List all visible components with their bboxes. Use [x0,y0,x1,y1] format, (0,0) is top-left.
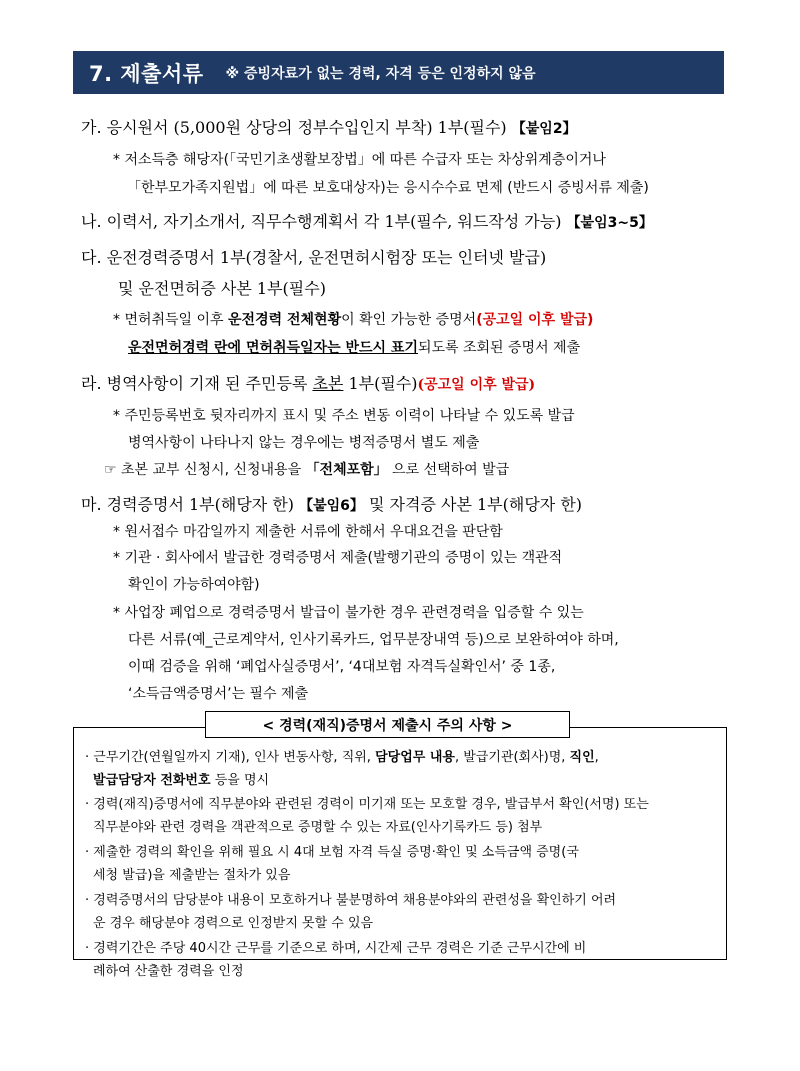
item-ga-tag: 【붙임2】 [511,121,577,137]
item-na-text: 나. 이력서, 자기소개서, 직무수행계획서 각 1부(필수, 워드작성 가능) [81,212,567,231]
caution-bullet-1b [93,774,269,787]
item-ra-text-b: 초본 [312,374,344,393]
item-da-line-1: 다. 운전경력증명서 1부(경찰서, 운전면허시험장 또는 인터넷 발급) [81,248,547,267]
item-da-note-1a: * 면허취득일 이후 [113,312,229,328]
item-ra-hint-b: 「전체포함」 [305,462,388,478]
caution-bullet-3b: 세청 발급)을 제출받는 절차가 있음 [93,868,291,883]
caution-b1b-2: 등을 명시 [210,773,270,788]
item-da-note-1b: 운전경력 전체현황 [228,312,342,328]
item-ma-tag: 【붙임6】 [299,498,364,514]
caution-b1a-1: · 근무기간(연월일까지 기재), 인사 변동사항, 직위, [85,750,376,765]
item-ra-note-2: 병역사항이 나타나지 않는 경우에는 병적증명서 별도 제출 [128,435,480,451]
item-ra-hint [104,463,509,477]
caution-bullet-3a: · 제출한 경력의 확인을 위해 필요 시 4대 보험 자격 득실 증명·확인 및 소득금액 증명(국 [85,845,579,860]
caution-bullet-2b: 직무분야와 관련 경력을 객관적으로 증명할 수 있는 자료(인사기록카드 등) 첨부 [93,820,543,835]
item-ma-note-2a: * 기관 · 회사에서 발급한 경력증명서 제출(발행기관의 증명이 있는 객관적 [113,550,563,566]
item-ma-note-3a: * 사업장 폐업으로 경력증명서 발급이 불가한 경우 관련경력을 입증할 수 있는 [113,605,584,621]
caution-bullet-4b: 운 경우 해당분야 경력으로 인정받지 못할 수 있음 [93,916,374,931]
item-da-note-2 [128,341,580,355]
section-note: ※ 증빙자료가 없는 경력, 자격 등은 인정하지 않음 [225,65,536,82]
item-ra-hint-a: ☞ 초본 교부 신청시, 신청내용을 [104,462,306,478]
item-da-line-2: 및 운전면허증 사본 1부(필수) [118,279,326,298]
item-ma [81,497,582,513]
item-ma-note-3b: 다른 서류(예_근로계약서, 인사기록카드, 업무분장내역 등)으로 보완하여야 하며, [128,632,619,648]
item-da-note-2b: 되도록 조회된 증명서 제출 [417,340,581,356]
item-ma-text-b: 및 자격증 사본 1부(해당자 한) [363,495,583,514]
item-ma-note-1: * 원서접수 마감일까지 제출한 서류에 한해서 우대요건을 판단함 [113,524,503,540]
caution-b1a-5: , [594,750,599,765]
item-ra-text-d: (공고일 이후 발급) [417,377,536,393]
item-da-note-1 [113,313,593,327]
item-ma-text-a: 마. 경력증명서 1부(해당자 한) [81,495,300,514]
caution-b1a-3: , 발급기관(회사)명, [454,750,570,765]
item-ga-note-1: * 저소득층 해당자(「국민기초생활보장법」에 따른 수급자 또는 차상위계층이거나 [113,152,606,168]
section-title: 7. 제출서류 [89,61,204,86]
item-ra-note-1: * 주민등록번호 뒷자리까지 표시 및 주소 변동 이력이 나타날 수 있도록 발급 [113,408,575,424]
caution-bullet-4a: · 경력증명서의 담당분야 내용이 모호하거나 불분명하여 채용분야와의 관련성을 확인하기 어려 [85,893,617,908]
item-ra-text-c: 1부(필수) [343,374,418,393]
item-da-note-1c: 이 확인 가능한 증명서 [341,312,477,328]
caution-bullet-5b: 례하여 산출한 경력을 인정 [93,964,244,979]
item-ma-note-3d: ‘소득금액증명서’는 필수 제출 [128,686,309,702]
item-na-tag: 【붙임3~5】 [566,215,653,231]
item-ga-note-2: 「한부모가족지원법」에 따른 보호대상자)는 응시수수료 면제 (반드시 증빙서류 제출) [127,180,649,196]
caution-b1b-1: 발급담당자 전화번호 [93,773,211,788]
caution-bullet-5a: · 경력기간은 주당 40시간 근무를 기준으로 하며, 시간제 근무 경력은 기준 근무시간에 비 [85,941,587,956]
item-da-note-2a: 운전면허경력 란에 면허취득일자는 반드시 표기 [128,340,418,356]
item-da-note-1d: (공고일 이후 발급) [476,312,594,328]
item-ga-text: 가. 응시원서 (5,000원 상당의 정부수입인지 부착) 1부(필수) [81,118,512,137]
item-ma-note-2b: 확인이 가능하여야함) [128,577,260,593]
item-ra-hint-c: 으로 선택하여 발급 [387,462,510,478]
section-header [73,51,724,94]
caution-b1a-4: 직인 [569,750,595,765]
item-ra-text-a: 라. 병역사항이 기재 된 주민등록 [81,374,313,393]
item-na [81,214,653,230]
caution-bullet-2a: · 경력(재직)증명서에 직무분야와 관련된 경력이 미기재 또는 모호할 경우, 발급부서 확인(서명) 또는 [85,797,649,812]
caution-b1a-2: 담당업무 내용 [375,750,455,765]
item-ga [81,120,577,136]
item-ra [81,376,535,392]
caution-bullet-1a [85,751,599,764]
caution-title: < 경력(재직)증명서 제출시 주의 사항 > [205,711,570,738]
item-ma-note-3c: 이때 검증을 위해 ‘폐업사실증명서’, ‘4대보험 자격득실확인서’ 중 1종, [128,659,556,675]
